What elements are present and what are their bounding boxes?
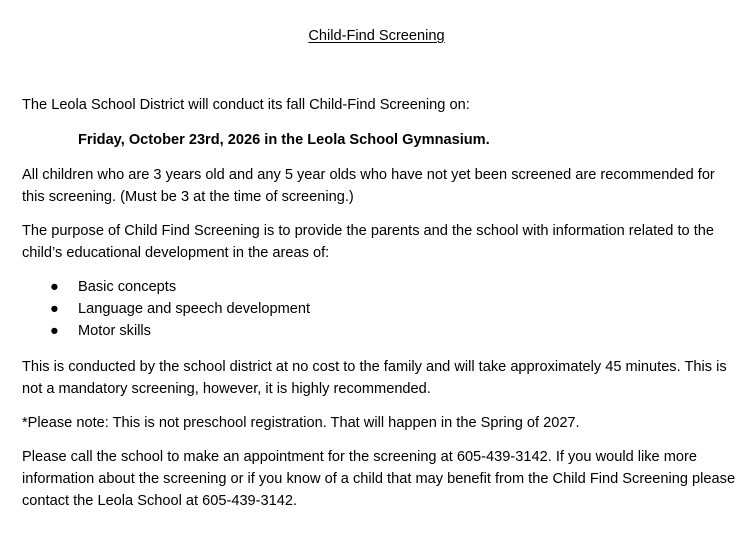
purpose-paragraph: The purpose of Child Find Screening is to provide the parents and the school with information related to the child’s educational development in the areas of:	[22, 223, 714, 261]
contact-paragraph: Please call the school to make an appointment for the screening at 605-439-3142. If you would like more information about the screening or if you know of a child that may benefit from the Child Find Screening please contact the Leola School at 605-439-3142.	[22, 449, 736, 509]
event-details: Friday, October 23rd, 2026 in the Leola School Gymnasium.	[78, 132, 490, 148]
bullet-icon: ●	[50, 323, 59, 339]
cost-paragraph: This is conducted by the school district at no cost to the family and will take approximately 45 minutes. This is not a mandatory screening, however, it is highly recommended.	[22, 359, 727, 397]
bullet-icon: ●	[50, 301, 59, 317]
intro-text: The Leola School District will conduct its fall Child-Find Screening on:	[22, 97, 470, 113]
areas-list	[0, 276, 310, 342]
list-item	[0, 298, 310, 320]
document-title: Child-Find Screening	[308, 28, 445, 44]
list-item-text: Basic concepts	[78, 279, 177, 295]
list-item	[0, 276, 310, 298]
preschool-note: *Please note: This is not preschool registration. That will happen in the Spring of 2027.	[22, 415, 580, 431]
list-item	[0, 320, 310, 342]
eligibility-paragraph: All children who are 3 years old and any 5 year olds who have not yet been screened are recommended for this screening. (Must be 3 at the time of screening.)	[22, 167, 715, 205]
bullet-icon: ●	[50, 279, 59, 295]
list-item-text: Language and speech development	[78, 301, 311, 317]
list-item-text: Motor skills	[78, 323, 151, 339]
